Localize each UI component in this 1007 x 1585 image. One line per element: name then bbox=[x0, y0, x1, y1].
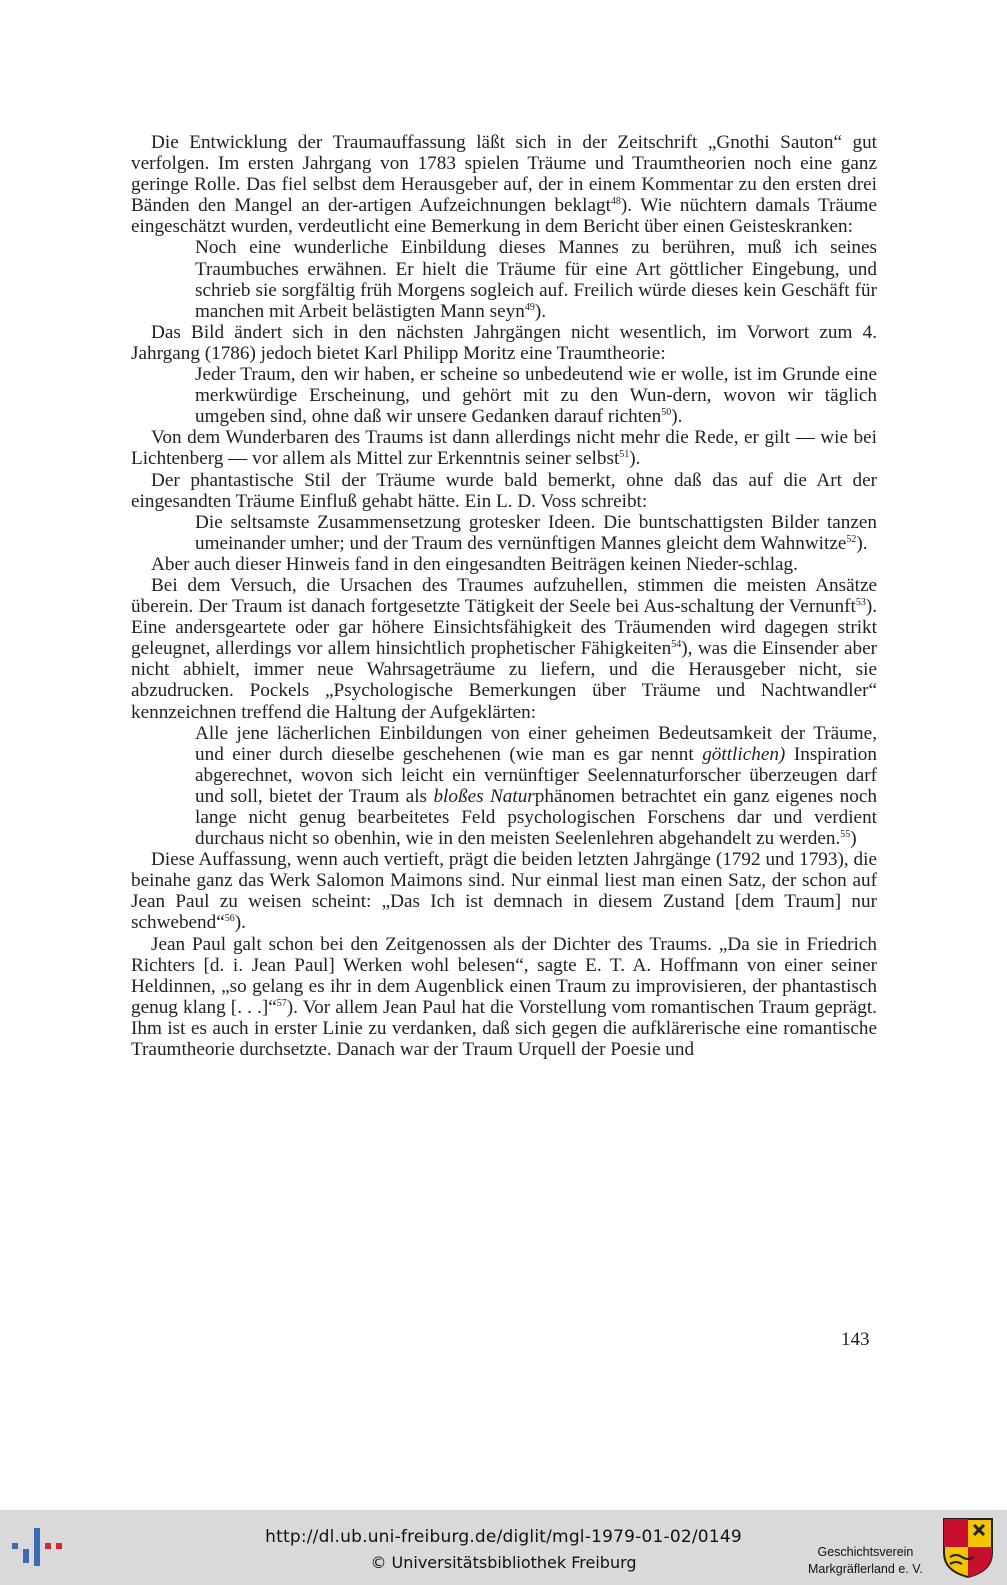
paragraph bbox=[131, 322, 877, 364]
block-quote bbox=[195, 237, 877, 321]
text-run: ). Eine andersgeartete oder gar höhere Einsichtsfähigkeit des Träumenden wird dagegen strikt geleugnet, allerdings vor allem hinsichtlich prophetischer Fähigkeiten bbox=[131, 596, 877, 660]
text-run: Die Entwicklung der Traumauffassung läßt sich in der Zeitschrift „Gnothi Sauton“ gut verfolgen. Im ersten Jahrgang von 1783 spielen Träume und Traumtheorien noch eine ganz geringe Rolle. Das fiel selbst dem Herausgeber auf, der in einem Kommentar zu den ersten drei Bänden den Mangel an der-artigen Aufzeichnungen beklagt bbox=[131, 132, 877, 217]
footnote-marker: 56 bbox=[224, 913, 235, 925]
text-run: Alle jene lächerlichen Einbildungen von einer geheimen Bedeutsamkeit der Träume, und einer durch dieselbe geschehenen (wie man es gar nennt bbox=[195, 722, 877, 765]
footnote-marker: 52 bbox=[846, 533, 857, 545]
footnote-marker: 50 bbox=[661, 407, 672, 419]
page-number: 143 bbox=[841, 1329, 870, 1350]
footnote-marker: 57 bbox=[276, 997, 287, 1009]
paragraph bbox=[131, 849, 877, 933]
body-text bbox=[131, 132, 877, 1060]
text-run: Inspiration abgerechnet, wovon sich leicht ein vernünftiger Seelennaturforscher überzeugen darf und soll, bietet der Traum als bbox=[195, 743, 877, 807]
text-run: ) bbox=[850, 828, 857, 850]
text-run: Bei dem Versuch, die Ursachen des Traumes aufzuhellen, stimmen die meisten Ansätze überein. Der Traum ist danach fortgesetzte Tätigkeit der Seele bei Aus-schaltung der Vernunft bbox=[131, 574, 877, 618]
text-run: Aber auch dieser Hinweis fand in den eingesandten Beiträgen keinen Nieder-schlag. bbox=[151, 553, 798, 575]
paragraph bbox=[131, 132, 877, 237]
text-run: Diese Auffassung, wenn auch vertieft, prägt die beiden letzten Jahrgänge (1792 und 1793), die beinahe ganz das Werk Salomon Maimons sind. Nur einmal liest man einen Satz, der schon auf Jean Paul zu weisen scheint: „Das Ich ist demnach in diesem Zustand [dem Traum] nur schwebend“ bbox=[131, 849, 877, 934]
library-footer bbox=[0, 1510, 1007, 1585]
text-run: ). bbox=[856, 532, 868, 554]
footnote-marker: 51 bbox=[619, 449, 630, 461]
text-run: phänomen betrachtet ein ganz eigenes noch lange nicht genug bearbeitetes Feld psychologischen Forschens dar und verdient durchaus nicht so obenhin, wie in den meisten Seelenlehren abgehandelt zu werden. bbox=[195, 785, 877, 850]
text-run: ). bbox=[534, 300, 547, 322]
paragraph bbox=[131, 554, 877, 575]
paragraph bbox=[131, 427, 877, 469]
text-run: Das Bild ändert sich in den nächsten Jahrgängen nicht wesentlich, im Vorwort zum 4. Jahrgang (1786) jedoch bietet Karl Philipp Moritz eine Traumtheorie: bbox=[131, 321, 877, 364]
italic-text: göttlichen) bbox=[702, 743, 786, 765]
society-name bbox=[808, 1544, 923, 1578]
block-quote bbox=[195, 364, 877, 427]
text-run: ). Wie nüchtern damals Träume eingeschätzt wurden, verdeutlicht eine Bemerkung in dem Bericht über einen Geisteskranken: bbox=[131, 195, 877, 238]
text-run: ), was die Einsender aber nicht abhielt, immer neue Wahrsageträume zu liefern, und die Herausgeber nicht, sie abzudrucken. Pockels „Psychologische Bemerkungen über Träume und Nachtwandler“ kennzeichnen treffend die Haltung der Aufgeklärten: bbox=[131, 638, 877, 723]
italic-text: bloßes Natur bbox=[433, 785, 535, 807]
block-quote bbox=[195, 723, 877, 850]
permalink-url[interactable]: http://dl.ub.uni-freiburg.de/diglit/mgl-1979-01-02/0149 bbox=[265, 1527, 742, 1547]
paragraph bbox=[131, 934, 877, 1061]
footnote-marker: 55 bbox=[840, 829, 851, 841]
text-run: Jeder Traum, den wir haben, er scheine so unbedeutend wie er wolle, ist im Grunde eine merkwürdige Erscheinung, und gehört mit zu den Wun-dern, wovon wir täglich umgeben sind, ohne daß wir unsere Gedanken darauf richten bbox=[195, 364, 877, 428]
text-run: Noch eine wunderliche Einbildung dieses Mannes zu berühren, muß ich seines Traumbuches erwähnen. Er hielt die Träume für eine Art göttlicher Eingebung, und schrieb sie sorgfältig früh Morgens sogleich auf. Freilich würde dieses kein Geschäft für manchen mit Arbeit belästigten Mann seyn bbox=[195, 237, 877, 322]
footnote-marker: 48 bbox=[610, 196, 621, 208]
text-run: ). bbox=[629, 448, 641, 470]
text-run: ). bbox=[671, 406, 683, 428]
society-line-2: Markgräflerland e. V. bbox=[808, 1562, 923, 1576]
coat-of-arms-icon bbox=[942, 1517, 994, 1579]
text-run: Der phantastische Stil der Träume wurde bald bemerkt, ohne daß das auf die Art der eingesandten Träume Einfluß gehabt hätte. Ein L. D. Voss schreibt: bbox=[131, 469, 877, 512]
text-run: ). Vor allem Jean Paul hat die Vorstellung vom romantischen Traum geprägt. Ihm ist es auch in erster Linie zu verdanken, daß sich gegen die aufklärerische eine romantische Traumtheorie durchsetzte. Danach war der Traum Urquell der Poesie und bbox=[131, 996, 877, 1061]
paragraph bbox=[131, 470, 877, 512]
block-quote bbox=[195, 512, 877, 554]
paragraph bbox=[131, 575, 877, 723]
text-run: Die seltsamste Zusammensetzung grotesker Ideen. Die buntschattigsten Bilder tanzen umeinander umher; und der Traum des vernünftigen Mannes gleicht dem Wahnwitze bbox=[195, 511, 877, 554]
copyright-notice: © Universitätsbibliothek Freiburg bbox=[370, 1553, 637, 1572]
footnote-marker: 53 bbox=[855, 597, 866, 609]
footnote-marker: 49 bbox=[524, 301, 535, 313]
text-run: ). bbox=[234, 912, 246, 934]
footnote-marker: 54 bbox=[671, 639, 682, 651]
text-run: Von dem Wunderbaren des Traums ist dann allerdings nicht mehr die Rede, er gilt — wie bei Lichtenberg — vor allem als Mittel zur Erkenntnis seiner selbst bbox=[131, 427, 877, 470]
society-line-1: Geschichtsverein bbox=[817, 1545, 914, 1559]
text-run: Jean Paul galt schon bei den Zeitgenossen als der Dichter des Traums. „Da sie in Friedrich Richters [d. i. Jean Paul] Werken wohl belesen“, sagte E. T. A. Hoffmann von einer seiner Heldinnen, „so gelang es ihr in dem Augenblick einen Traum zu improvisieren, der phantastisch genug klang [. . .]“ bbox=[131, 933, 877, 1018]
